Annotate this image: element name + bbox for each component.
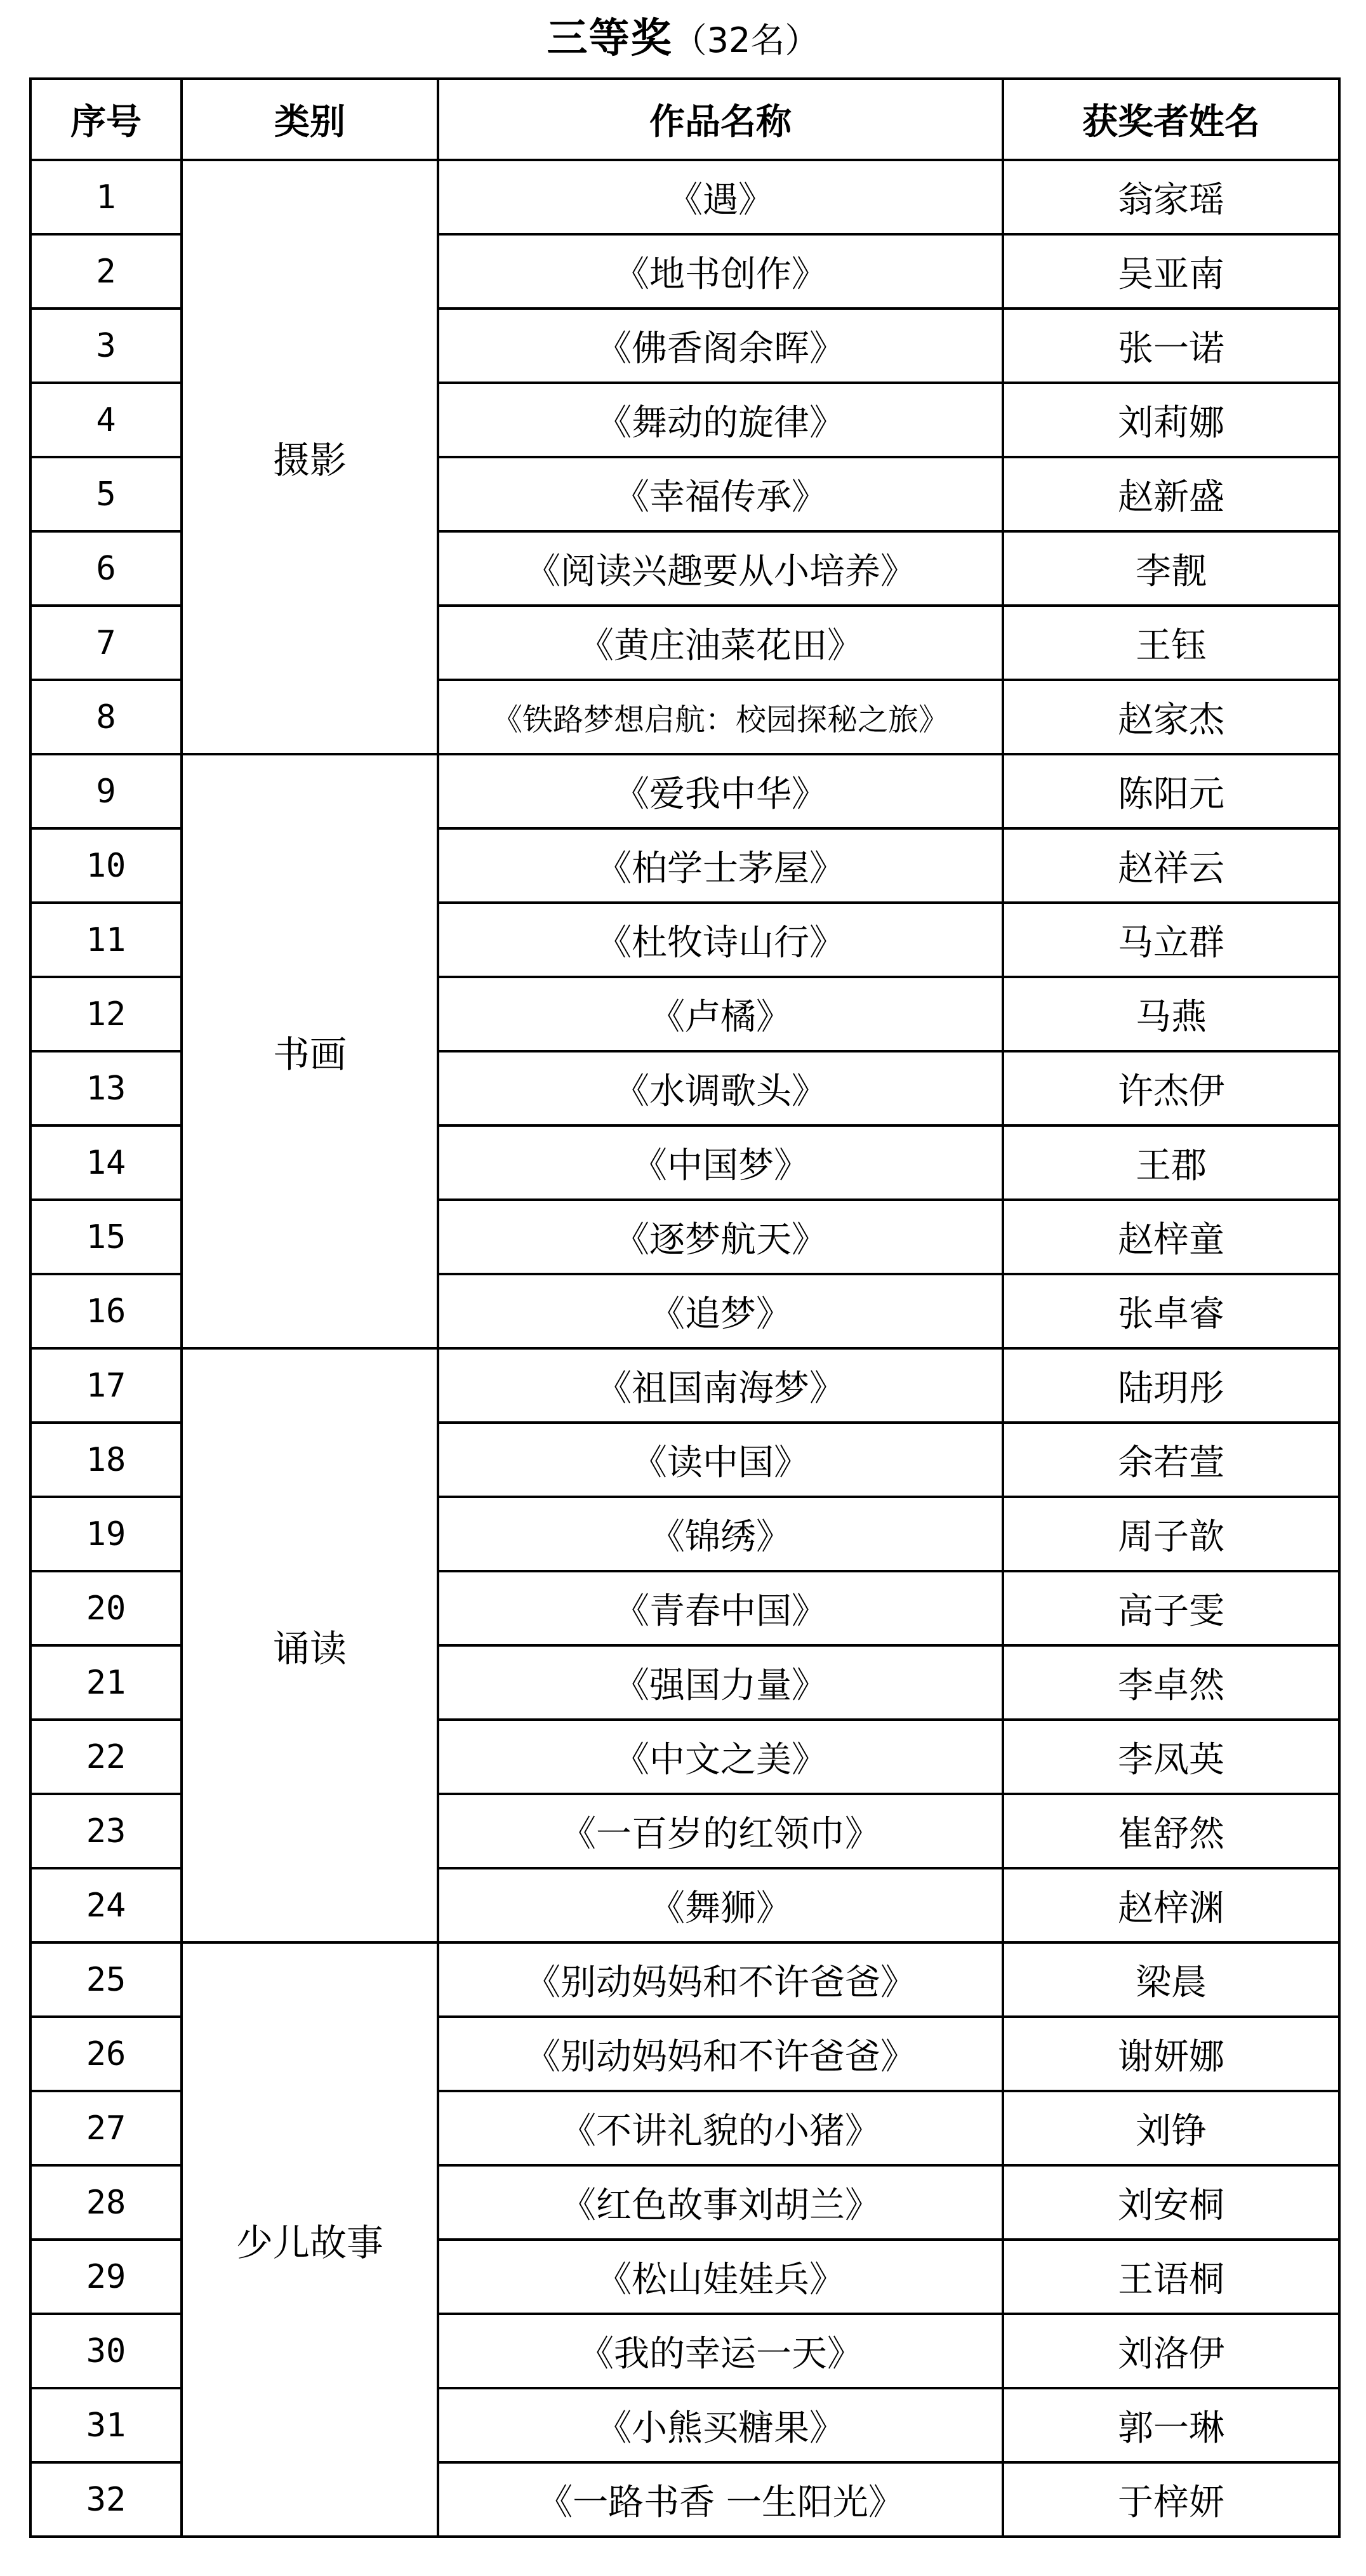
winner-name-cell: 张卓睿 — [1003, 1274, 1339, 1348]
winner-name-cell: 翁家瑶 — [1003, 160, 1339, 234]
work-title-cell: 《舞狮》 — [438, 1868, 1003, 1942]
work-title-cell: 《卢橘》 — [438, 977, 1003, 1051]
work-title-cell: 《青春中国》 — [438, 1571, 1003, 1645]
row-number-cell: 26 — [30, 2017, 182, 2091]
winner-name-cell: 谢妍娜 — [1003, 2017, 1339, 2091]
row-number-cell: 27 — [30, 2091, 182, 2165]
row-number-cell: 7 — [30, 606, 182, 680]
work-title-cell: 《地书创作》 — [438, 234, 1003, 309]
row-number-cell: 5 — [30, 457, 182, 531]
category-cell: 摄影 — [182, 160, 438, 754]
category-cell: 诵读 — [182, 1348, 438, 1942]
work-title-cell: 《读中国》 — [438, 1423, 1003, 1497]
work-title-cell: 《祖国南海梦》 — [438, 1348, 1003, 1423]
winner-name-cell: 赵祥云 — [1003, 828, 1339, 903]
winner-name-cell: 陈阳元 — [1003, 754, 1339, 828]
work-title-cell: 《水调歌头》 — [438, 1051, 1003, 1125]
row-number-cell: 2 — [30, 234, 182, 309]
table-row — [30, 160, 1339, 234]
winner-name-cell: 刘莉娜 — [1003, 383, 1339, 457]
category-cell: 少儿故事 — [182, 1942, 438, 2537]
table-row — [30, 1348, 1339, 1423]
winner-name-cell: 李凤英 — [1003, 1720, 1339, 1794]
column-header-winner-name: 获奖者姓名 — [1003, 79, 1339, 160]
winner-name-cell: 马燕 — [1003, 977, 1339, 1051]
winner-name-cell: 张一诺 — [1003, 309, 1339, 383]
work-title-cell: 《松山娃娃兵》 — [438, 2240, 1003, 2314]
work-title-cell: 《柏学士茅屋》 — [438, 828, 1003, 903]
row-number-cell: 32 — [30, 2462, 182, 2537]
winner-name-cell: 王钰 — [1003, 606, 1339, 680]
work-title-cell: 《逐梦航天》 — [438, 1200, 1003, 1274]
winner-name-cell: 高子雯 — [1003, 1571, 1339, 1645]
row-number-cell: 25 — [30, 1942, 182, 2017]
row-number-cell: 14 — [30, 1125, 182, 1200]
column-header-work-title: 作品名称 — [438, 79, 1003, 160]
work-title-cell: 《阅读兴趣要从小培养》 — [438, 531, 1003, 606]
work-title-cell: 《佛香阁余晖》 — [438, 309, 1003, 383]
row-number-cell: 24 — [30, 1868, 182, 1942]
row-number-cell: 9 — [30, 754, 182, 828]
work-title-cell: 《遇》 — [438, 160, 1003, 234]
work-title-cell: 《别动妈妈和不许爸爸》 — [438, 1942, 1003, 2017]
winner-name-cell: 陆玥彤 — [1003, 1348, 1339, 1423]
winner-name-cell: 赵新盛 — [1003, 457, 1339, 531]
row-number-cell: 29 — [30, 2240, 182, 2314]
winner-name-cell: 周子歆 — [1003, 1497, 1339, 1571]
row-number-cell: 19 — [30, 1497, 182, 1571]
row-number-cell: 3 — [30, 309, 182, 383]
column-header-number: 序号 — [30, 79, 182, 160]
row-number-cell: 22 — [30, 1720, 182, 1794]
row-number-cell: 31 — [30, 2388, 182, 2462]
row-number-cell: 11 — [30, 903, 182, 977]
award-heading-count: （32名） — [672, 20, 819, 60]
row-number-cell: 1 — [30, 160, 182, 234]
row-number-cell: 23 — [30, 1794, 182, 1868]
winner-name-cell: 于梓妍 — [1003, 2462, 1339, 2537]
work-title-cell: 《幸福传承》 — [438, 457, 1003, 531]
winner-name-cell: 吴亚南 — [1003, 234, 1339, 309]
table-body — [30, 160, 1339, 2537]
table-header-row — [30, 79, 1339, 160]
row-number-cell: 17 — [30, 1348, 182, 1423]
work-title-cell: 《舞动的旋律》 — [438, 383, 1003, 457]
winner-name-cell: 王郡 — [1003, 1125, 1339, 1200]
row-number-cell: 10 — [30, 828, 182, 903]
winner-name-cell: 赵梓渊 — [1003, 1868, 1339, 1942]
work-title-cell: 《中国梦》 — [438, 1125, 1003, 1200]
row-number-cell: 30 — [30, 2314, 182, 2388]
row-number-cell: 28 — [30, 2165, 182, 2240]
winner-name-cell: 赵家杰 — [1003, 680, 1339, 754]
table-row — [30, 1942, 1339, 2017]
award-heading-main: 三等奖 — [547, 15, 673, 62]
work-title-cell: 《追梦》 — [438, 1274, 1003, 1348]
row-number-cell: 12 — [30, 977, 182, 1051]
row-number-cell: 20 — [30, 1571, 182, 1645]
winner-name-cell: 刘洛伊 — [1003, 2314, 1339, 2388]
work-title-cell: 《强国力量》 — [438, 1645, 1003, 1720]
row-number-cell: 15 — [30, 1200, 182, 1274]
work-title-cell: 《小熊买糖果》 — [438, 2388, 1003, 2462]
row-number-cell: 4 — [30, 383, 182, 457]
winner-name-cell: 刘安桐 — [1003, 2165, 1339, 2240]
winner-name-cell: 李靓 — [1003, 531, 1339, 606]
work-title-cell: 《杜牧诗山行》 — [438, 903, 1003, 977]
work-title-cell: 《一路书香 一生阳光》 — [438, 2462, 1003, 2537]
work-title-cell: 《中文之美》 — [438, 1720, 1003, 1794]
winner-name-cell: 马立群 — [1003, 903, 1339, 977]
work-title-cell: 《一百岁的红领巾》 — [438, 1794, 1003, 1868]
work-title-cell: 《红色故事刘胡兰》 — [438, 2165, 1003, 2240]
row-number-cell: 6 — [30, 531, 182, 606]
row-number-cell: 8 — [30, 680, 182, 754]
winner-name-cell: 赵梓童 — [1003, 1200, 1339, 1274]
winner-name-cell: 李卓然 — [1003, 1645, 1339, 1720]
winner-name-cell: 梁晨 — [1003, 1942, 1339, 2017]
work-title-cell: 《爱我中华》 — [438, 754, 1003, 828]
row-number-cell: 13 — [30, 1051, 182, 1125]
category-cell: 书画 — [182, 754, 438, 1348]
row-number-cell: 16 — [30, 1274, 182, 1348]
column-header-category: 类别 — [182, 79, 438, 160]
winner-name-cell: 许杰伊 — [1003, 1051, 1339, 1125]
work-title-cell: 《不讲礼貌的小猪》 — [438, 2091, 1003, 2165]
work-title-cell: 《别动妈妈和不许爸爸》 — [438, 2017, 1003, 2091]
award-heading — [0, 0, 1366, 77]
winner-name-cell: 郭一琳 — [1003, 2388, 1339, 2462]
winner-name-cell: 余若萱 — [1003, 1423, 1339, 1497]
work-title-cell: 《锦绣》 — [438, 1497, 1003, 1571]
winners-table — [29, 77, 1341, 2538]
work-title-cell: 《黄庄油菜花田》 — [438, 606, 1003, 680]
work-title-cell: 《铁路梦想启航：校园探秘之旅》 — [438, 680, 1003, 754]
winner-name-cell: 刘铮 — [1003, 2091, 1339, 2165]
row-number-cell: 18 — [30, 1423, 182, 1497]
work-title-cell: 《我的幸运一天》 — [438, 2314, 1003, 2388]
row-number-cell: 21 — [30, 1645, 182, 1720]
table-row — [30, 754, 1339, 828]
winner-name-cell: 崔舒然 — [1003, 1794, 1339, 1868]
winner-name-cell: 王语桐 — [1003, 2240, 1339, 2314]
